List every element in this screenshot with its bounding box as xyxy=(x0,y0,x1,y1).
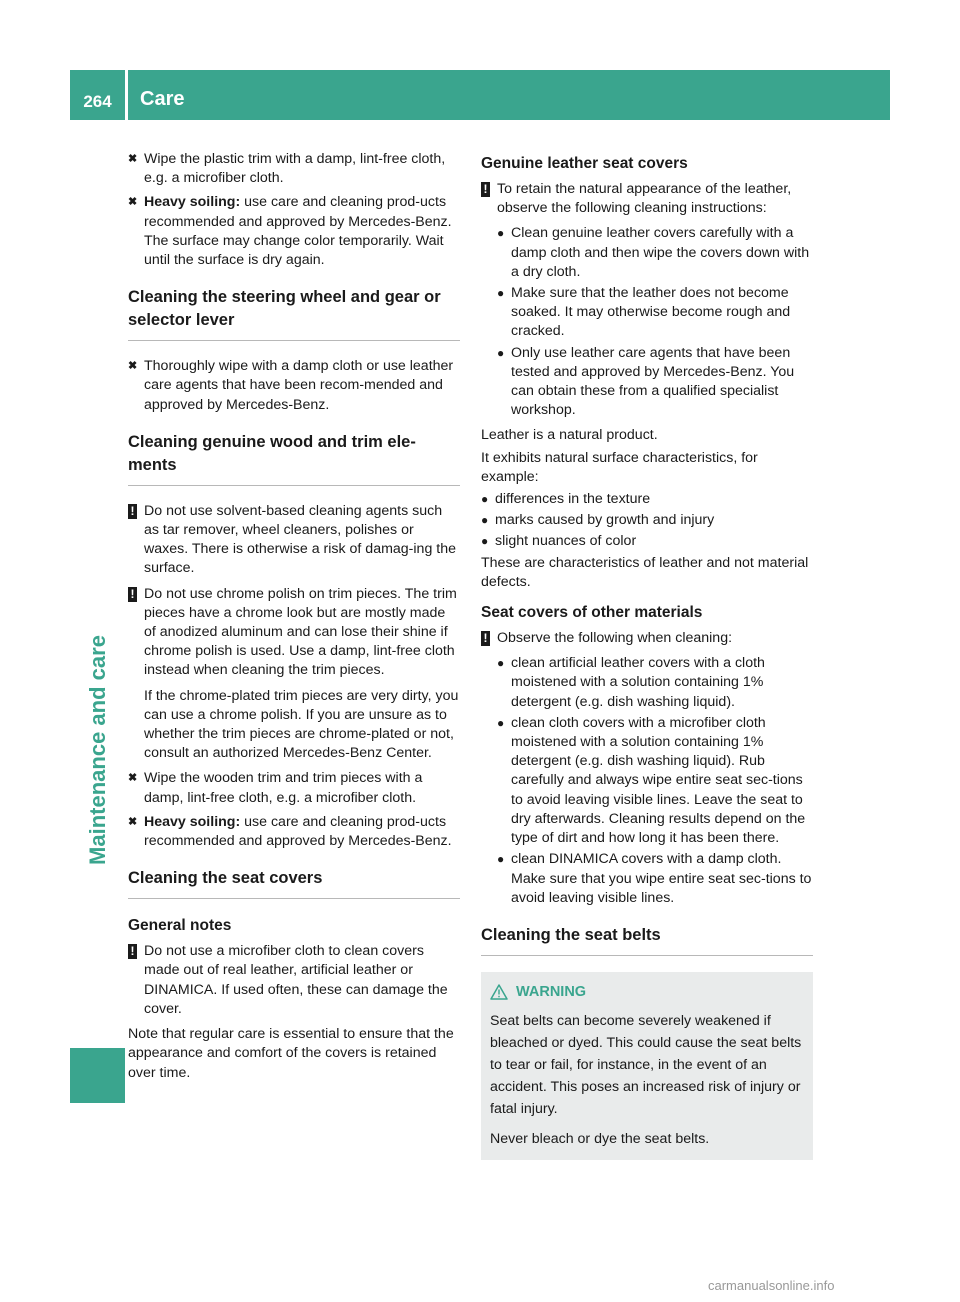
header-bar xyxy=(70,70,890,120)
right-column xyxy=(481,150,813,1160)
list-item: ● clean artificial leather covers with a cloth moistened with a solution containing 1% detergent (e.g. dish washing liquid). xyxy=(497,655,765,710)
heading-leather-covers: Genuine leather seat covers xyxy=(481,155,688,172)
warning-triangle-icon xyxy=(490,984,508,1000)
section-title: Care xyxy=(140,88,185,110)
side-tab-marker xyxy=(70,1048,125,1103)
bullet-icon: ● xyxy=(481,513,489,528)
bullet-icon: ● xyxy=(481,492,489,507)
bullet-icon: ● xyxy=(497,345,505,360)
heading-seat-belts: Cleaning the seat belts xyxy=(481,924,813,956)
header-divider xyxy=(125,70,128,120)
caution-note: ! Do not use solvent-based cleaning agents such as tar remover, wheel cleaners, polishes or waxes. There is otherwise a risk of damag-ing the surface. xyxy=(128,502,460,579)
caution-icon: ! xyxy=(481,631,490,646)
arrow-icon: ✖ xyxy=(128,196,138,209)
arrow-icon: ✖ xyxy=(128,360,138,373)
list-item: ● Only use leather care agents that have been tested and approved by Mercedes-Benz. You can obtain these from a qualified specialist workshop. xyxy=(497,344,795,419)
list-item: ● clean cloth covers with a microfiber cloth moistened with a solution containing 1% detergent (e.g. dish washing liquid). Rub carefully and always wipe entire seat sec-tions to avoid leaving visible lines. Leave the seat to dry afterwards. Cleaning results depend on the type of dirt and how long it has been there. xyxy=(497,714,806,847)
bullet-icon: ● xyxy=(497,226,505,241)
page-number: 264 xyxy=(83,92,112,111)
caution-note: ! To retain the natural appearance of the leather, observe the following cleaning instructions: xyxy=(481,180,813,218)
paragraph: Note that regular care is essential to ensure that the appearance and comfort of the covers is retained over time. xyxy=(128,1026,454,1081)
instruction: ✖ Wipe the wooden trim and trim pieces with a damp, lint-free cloth, e.g. a microfiber cloth. xyxy=(128,770,423,806)
watermark-text: carmanualsonline.info xyxy=(708,1278,835,1293)
list-item: ● differences in the texture xyxy=(481,490,813,509)
arrow-icon: ✖ xyxy=(128,153,138,165)
heading-general-notes: General notes xyxy=(128,917,232,935)
list-item: ● marks caused by growth and injury xyxy=(481,511,813,530)
heading-steering-wheel: Cleaning the steering wheel and gear or selector lever xyxy=(128,286,460,341)
heading-wood-trim: Cleaning genuine wood and trim ele-ments xyxy=(128,431,460,486)
instruction: ✖ Heavy soiling: use care and cleaning prod-ucts recommended and approved by Mercedes-Benz. xyxy=(128,194,452,230)
bullet-icon: ● xyxy=(497,715,505,730)
bullet-icon: ● xyxy=(481,534,489,549)
caution-note: ! Do not use a microfiber cloth to clean covers made out of real leather, artificial leather or DINAMICA. If used often, these can damage the cover. xyxy=(128,942,460,1019)
list-item: ● clean DINAMICA covers with a damp cloth. Make sure that you wipe entire seat sec-tions to avoid leaving visible lines. xyxy=(497,851,812,906)
instruction: ✖ Thoroughly wipe with a damp cloth or use leather care agents that have been recom-mended and approved by Mercedes-Benz. xyxy=(128,358,454,413)
warning-box xyxy=(481,972,813,1160)
list-item: ● slight nuances of color xyxy=(481,532,813,551)
caution-icon: ! xyxy=(481,182,490,197)
side-tab-label: Maintenance and care xyxy=(85,635,110,865)
instruction: ✖ Wipe the plastic trim with a damp, lint-free cloth, e.g. a microfiber cloth. xyxy=(128,151,446,187)
caution-note: ! Do not use chrome polish on trim pieces. The trim pieces have a chrome look but are mostly made of anodized aluminum and can lose their shine if chrome polish is used. Use a damp, lint-free cloth instead when cleaning the trim pieces. xyxy=(128,585,460,681)
heading-other-materials: Seat covers of other materials xyxy=(481,604,703,622)
caution-icon: ! xyxy=(128,504,137,519)
instruction: ✖ Heavy soiling: use care and cleaning prod-ucts recommended and approved by Mercedes-Benz. xyxy=(128,813,452,850)
bullet-icon: ● xyxy=(497,286,505,301)
list-item: ● Clean genuine leather covers carefully with a damp cloth and then wipe the covers down with a dry cloth. xyxy=(497,225,810,280)
arrow-icon: ✖ xyxy=(128,815,138,828)
heading-seat-covers: Cleaning the seat covers xyxy=(128,867,460,899)
caution-icon: ! xyxy=(128,944,137,959)
paragraph: These are characteristics of leather and not material defects. xyxy=(481,554,809,590)
list-item: ● Make sure that the leather does not become soaked. It may otherwise become rough and cracked. xyxy=(497,285,791,340)
warning-text: Seat belts can become severely weakened if bleached or dyed. This could cause the seat belts to tear or fail, for instance, in the event of an accident. This poses an increased risk of injury or fatal injury. xyxy=(490,1012,802,1117)
bullet-icon: ● xyxy=(497,852,505,867)
left-column xyxy=(128,150,460,1083)
paragraph: Leather is a natural product. xyxy=(481,427,658,444)
warning-title: WARNING xyxy=(490,982,804,1002)
warning-text: Never bleach or dye the seat belts. xyxy=(490,1130,710,1147)
bullet-icon: ● xyxy=(497,656,505,671)
paragraph: It exhibits natural surface characteristics, for example: xyxy=(481,449,758,485)
instruction-continued: The surface may change color temporarily. Wait until the surface is dry again. xyxy=(144,232,444,269)
caution-icon: ! xyxy=(128,587,137,602)
caution-note-continued: If the chrome-plated trim pieces are very dirty, you can use a chrome polish. If you are unsure as to whether the trim pieces are chrome-plated or not, consult an authorized Mercedes-Benz Center. xyxy=(144,687,459,762)
arrow-icon: ✖ xyxy=(128,772,138,785)
caution-note: ! Observe the following when cleaning: xyxy=(481,629,813,648)
